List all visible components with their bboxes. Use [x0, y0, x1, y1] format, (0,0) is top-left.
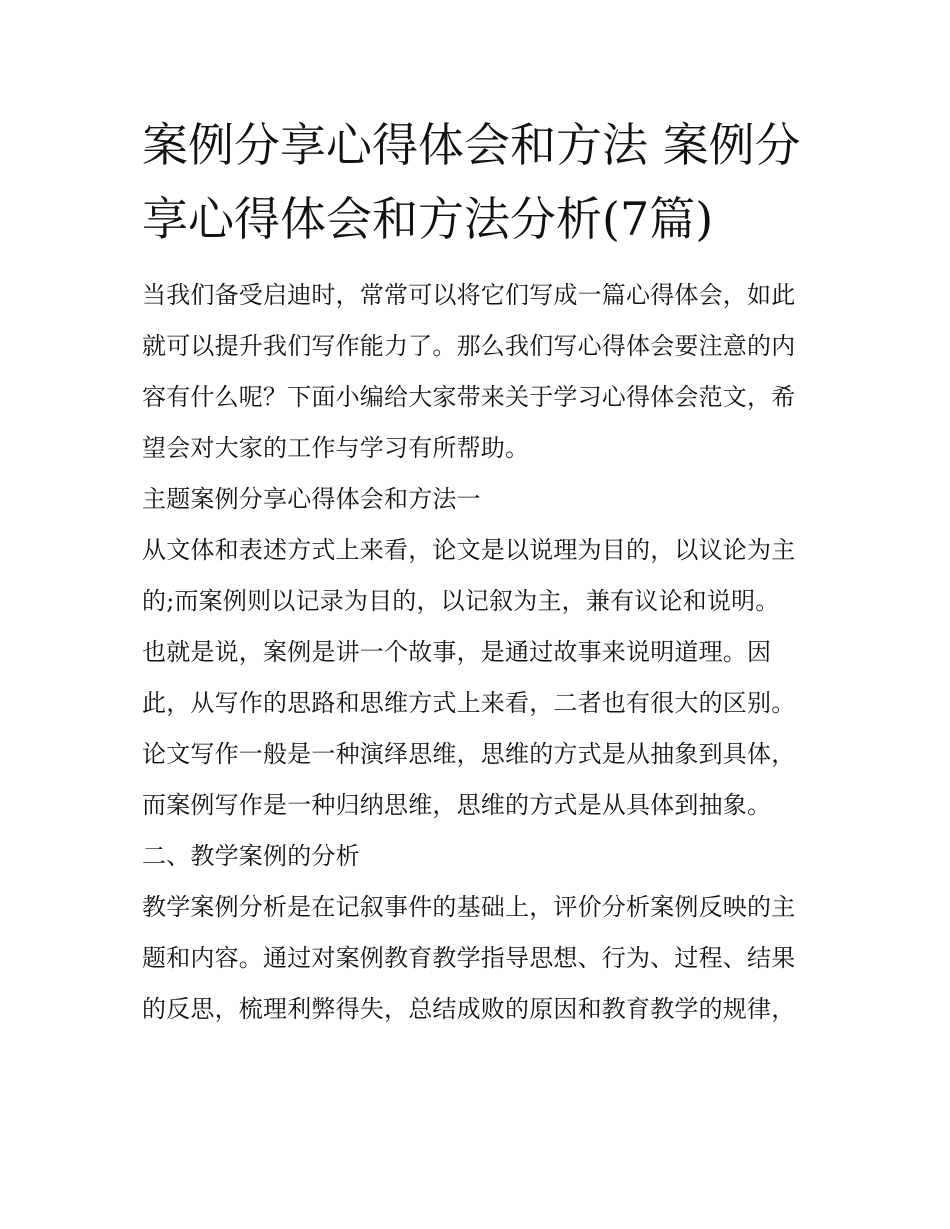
document-title: 案例分享心得体会和方法 案例分享心得体会和方法分析(7篇) — [142, 118, 801, 246]
body-paragraph: 教学案例分析是在记叙事件的基础上，评价分析案例反映的主题和内容。通过对案例教育教学指导思想、行为、过程、结果的反思，梳理利弊得失，总结成败的原因和教育教学的规律， — [142, 893, 796, 1023]
intro-paragraph: 当我们备受启迪时，常常可以将它们写成一篇心得体会，如此就可以提升我们写作能力了。那么我们写心得体会要注意的内容有什么呢？下面小编给大家带来关于学习心得体会范文，希望会对大家的工作与学习有所帮助。 — [142, 281, 796, 462]
body-paragraph: 论文写作一般是一种演绎思维，思维的方式是从抽象到具体，而案例写作是一种归纳思维，思维的方式是从具体到抽象。 — [142, 740, 796, 819]
document-page — [142, 108, 814, 1035]
section-heading: 主题案例分享心得体会和方法一 — [142, 485, 481, 513]
section-heading: 二、教学案例的分析 — [142, 842, 360, 870]
document-body — [142, 270, 814, 1035]
body-paragraph: 从文体和表述方式上来看，论文是以说理为目的，以议论为主的;而案例则以记录为目的，以记叙为主，兼有议论和说明。 — [142, 536, 796, 615]
body-paragraph: 也就是说，案例是讲一个故事，是通过故事来说明道理。因此，从写作的思路和思维方式上来看，二者也有很大的区别。 — [142, 638, 796, 717]
